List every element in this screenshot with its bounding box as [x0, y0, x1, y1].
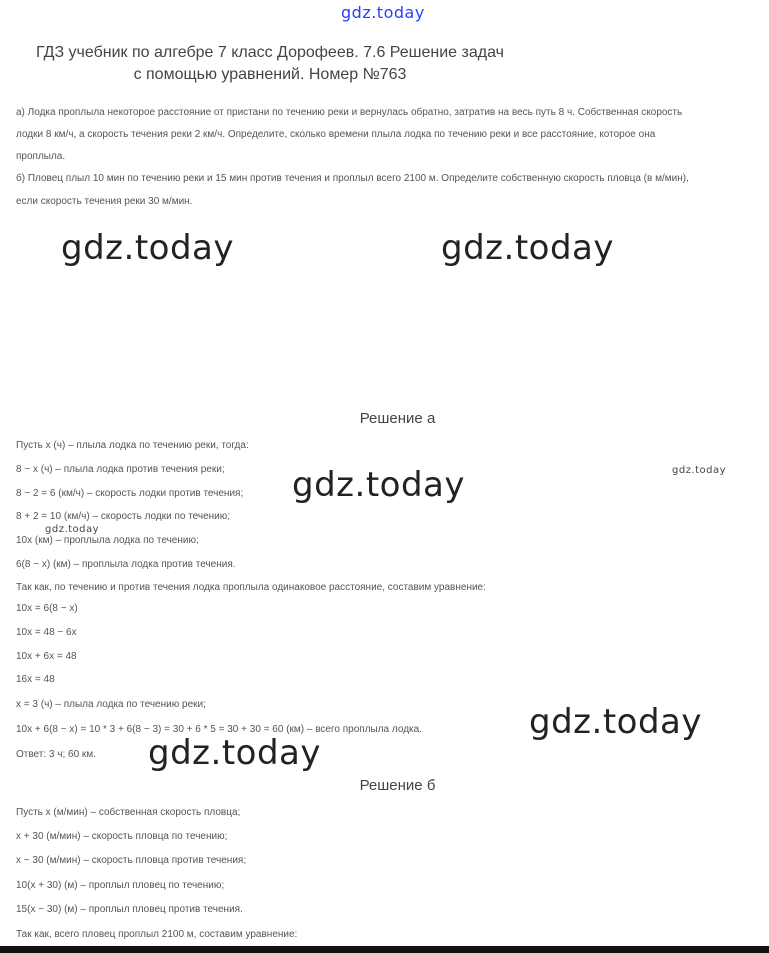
task-a-line-1: а) Лодка проплыла некоторое расстояние от пристани по течению реки и вернулась обратно, затратив на весь путь 8 ч. Собственная скорость	[16, 107, 683, 118]
watermark: gdz.today	[292, 465, 465, 505]
solution-b-line: 10(x + 30) (м) – проплыл пловец по течению;	[16, 880, 225, 891]
equation: 10x = 6(8 − x)	[16, 603, 78, 614]
page-title	[10, 42, 530, 86]
solution-b-line: Так как, всего пловец проплыл 2100 м, составим уравнение:	[16, 929, 298, 940]
equation: 10x = 48 − 6x	[16, 627, 77, 638]
solution-a-line: 6(8 − x) (км) – проплыла лодка против течения.	[16, 559, 236, 570]
bottom-bar	[0, 946, 769, 953]
solution-a-line: x = 3 (ч) – плыла лодка по течению реки;	[16, 699, 206, 710]
task-a-line-2: лодки 8 км/ч, а скорость течения реки 2 км/ч. Определите, сколько времени плыла лодка по течению реки и все расстояние, которое она	[16, 129, 656, 140]
watermark: gdz.today	[441, 228, 614, 268]
title-line-2: с помощью уравнений. Номер №763	[133, 66, 407, 83]
answer-a: Ответ: 3 ч; 60 км.	[16, 749, 96, 760]
title-line-1: ГДЗ учебник по алгебре 7 класс Дорофеев. 7.6 Решение задач	[36, 44, 504, 61]
solution-a-line: 8 + 2 = 10 (км/ч) – скорость лодки по течению;	[16, 511, 231, 522]
watermark: gdz.today	[529, 702, 702, 742]
task-b-line-1: б) Пловец плыл 10 мин по течению реки и 15 мин против течения и проплыл всего 2100 м. Определите собственную скорость пловца (в м/мин),	[16, 173, 689, 184]
solution-a-line: Так как, по течению и против течения лодка проплыла одинаковое расстояние, составим уравнение:	[16, 582, 486, 593]
solution-a-line: 10x (км) – проплыла лодка по течению;	[16, 535, 199, 546]
task-a-line-3: проплыла.	[16, 151, 66, 162]
solution-a-heading: Решение а	[359, 410, 436, 427]
watermark: gdz.today	[148, 733, 321, 773]
solution-b-line: Пусть x (м/мин) – собственная скорость пловца;	[16, 807, 241, 818]
solution-a-line: 8 − 2 = 6 (км/ч) – скорость лодки против течения;	[16, 488, 244, 499]
solution-b-line: x + 30 (м/мин) – скорость пловца по течению;	[16, 831, 228, 842]
solution-a-line: 8 − x (ч) – плыла лодка против течения реки;	[16, 464, 225, 475]
solution-a-line: 10x + 6(8 − x) = 10 * 3 + 6(8 − 3) = 30 + 6 * 5 = 30 + 30 = 60 (км) – всего проплыла лодка.	[16, 724, 422, 735]
watermark-small: gdz.today	[672, 465, 727, 476]
solution-b-heading: Решение б	[359, 777, 436, 794]
equation: 16x = 48	[16, 674, 55, 685]
solution-b-line: x − 30 (м/мин) – скорость пловца против течения;	[16, 855, 247, 866]
watermark-small: gdz.today	[45, 524, 100, 535]
equation: 10x + 6x = 48	[16, 651, 77, 662]
solution-b-line: 15(x − 30) (м) – проплыл пловец против течения.	[16, 904, 243, 915]
solution-a-line: Пусть x (ч) – плыла лодка по течению реки, тогда:	[16, 440, 249, 451]
watermark: gdz.today	[61, 228, 234, 268]
watermark-top: gdz.today	[341, 3, 425, 22]
task-b-line-2: если скорость течения реки 30 м/мин.	[16, 196, 193, 207]
